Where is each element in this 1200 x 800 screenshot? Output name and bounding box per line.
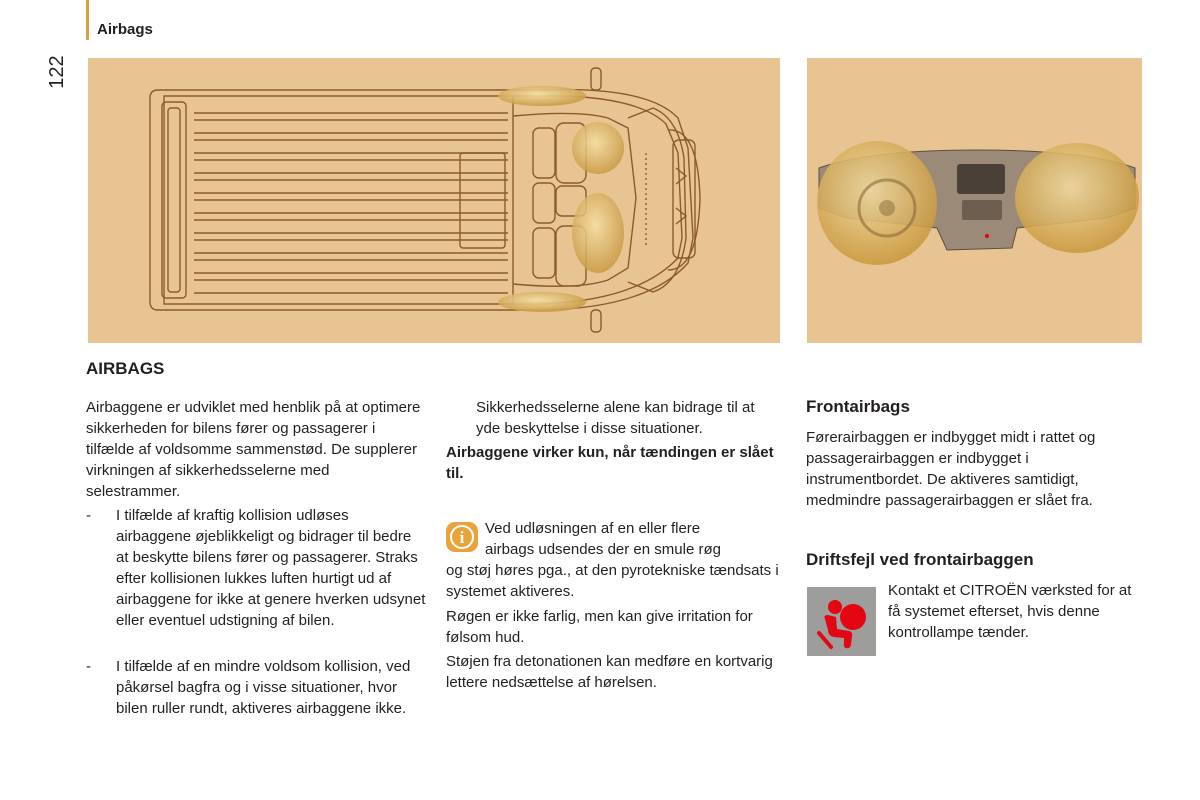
header-accent-bar <box>86 0 89 40</box>
page-number: 122 <box>46 55 68 89</box>
frontairbags-text: Førerairbaggen er indbygget midt i rattet og passagerairbaggen er indbygget i instrumentbordet. De aktiveres samtidigt, medmindre passagerairbaggen er slået fra. <box>806 429 1096 509</box>
bullet-dash: - <box>86 507 91 524</box>
van-top-view-airbags-illustration <box>88 58 780 343</box>
fault-text: Kontakt et CITROËN værksted for at få systemet efterset, hvis denne kontrollampe tænder. <box>888 582 1132 641</box>
belts-note: Sikkerhedsselerne alene kan bidrage til at yde beskyttelse i disse situationer. <box>476 399 755 437</box>
info-glyph: i <box>459 528 465 547</box>
info-icon <box>446 522 478 552</box>
ignition-note: Airbaggene virker kun, når tændingen er slået til. <box>446 444 774 482</box>
info-line-2: airbags udsendes der en smule røg <box>485 541 721 558</box>
header-title: Airbags <box>97 21 153 38</box>
fault-title: Driftsfejl ved frontairbaggen <box>806 550 1034 569</box>
smoke-note: Røgen er ikke farlig, men kan give irritation for følsom hud. <box>446 608 753 646</box>
info-line-1: Ved udløsningen af en eller flere <box>485 520 701 537</box>
info-text-rest: og støj høres pga., at den pyrotekniske tændsats i systemet aktiveres. <box>446 562 779 600</box>
intro-paragraph: Airbaggene er udviklet med henblik på at optimere sikkerheden for bilens fører og passagerer i tilfælde af voldsomme sammenstød. De supplerer virkningen af sikkerhedsselerne med selestrammer. <box>86 399 421 500</box>
dashboard-frontairbags-illustration <box>807 58 1142 343</box>
bullet-text: I tilfælde af kraftig kollision udløses airbaggene øjeblikkeligt og bidrager til bedre at beskytte bilens fører og passagerer. Straks efter kollisionen lukkes luften hurtigt ud af airbaggene for ikke at genere hverken udsynet eller eventuel udstigning af bilen. <box>116 507 426 629</box>
bullet-text: I tilfælde af en mindre voldsom kollision, ved påkørsel bagfra og i visse situationer, hvor bilen ruller rundt, aktiveres airbaggene ikke. <box>116 658 411 717</box>
frontairbags-title: Frontairbags <box>806 397 910 416</box>
airbag-warning-lamp-icon <box>807 587 876 656</box>
bullet-dash: - <box>86 658 91 675</box>
noise-note: Støjen fra detonationen kan medføre en kortvarig lettere nedsættelse af hørelsen. <box>446 653 773 691</box>
section-title: AIRBAGS <box>86 359 165 378</box>
